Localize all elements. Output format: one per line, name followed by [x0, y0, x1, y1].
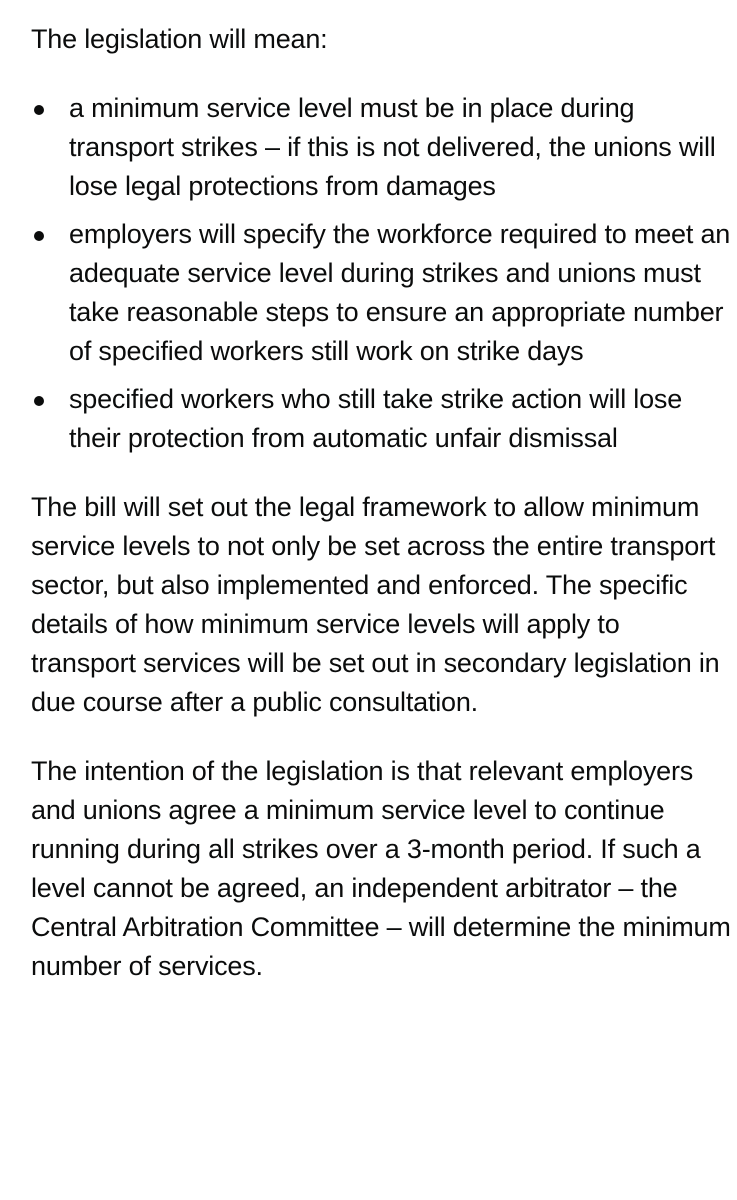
paragraph-intention: The intention of the legislation is that relevant employers and unions agree a minimum service level to continue running during all strikes over a 3-month period. If such a level cannot be agreed, an independent arbitrator – the Central Arbitration Committee – will determine the minimum number of services. — [31, 756, 731, 981]
list-item-text: specified workers who still take strike action will lose their protection from automatic unfair dismissal — [69, 384, 683, 453]
bullet-dot-icon — [34, 396, 44, 406]
intro-text: The legislation will mean: — [31, 24, 328, 54]
bullet-list — [31, 89, 731, 458]
bullet-dot-icon — [34, 231, 44, 241]
document-body — [31, 20, 731, 986]
list-item — [31, 215, 731, 371]
paragraph-legal-framework: The bill will set out the legal framework to allow minimum service levels to not only be set across the entire transport sector, but also implemented and enforced. The specific details of how minimum service levels will apply to transport services will be set out in secondary legislation in due course after a public consultation. — [31, 492, 720, 717]
list-item — [31, 89, 731, 206]
list-item-text: a minimum service level must be in place during transport strikes – if this is not delivered, the unions will lose legal protections from damages — [69, 93, 716, 201]
list-item — [31, 380, 731, 458]
list-item-text: employers will specify the workforce required to meet an adequate service level during strikes and unions must take reasonable steps to ensure an appropriate number of specified workers still work on strike days — [69, 219, 731, 366]
bullet-dot-icon — [34, 105, 44, 115]
